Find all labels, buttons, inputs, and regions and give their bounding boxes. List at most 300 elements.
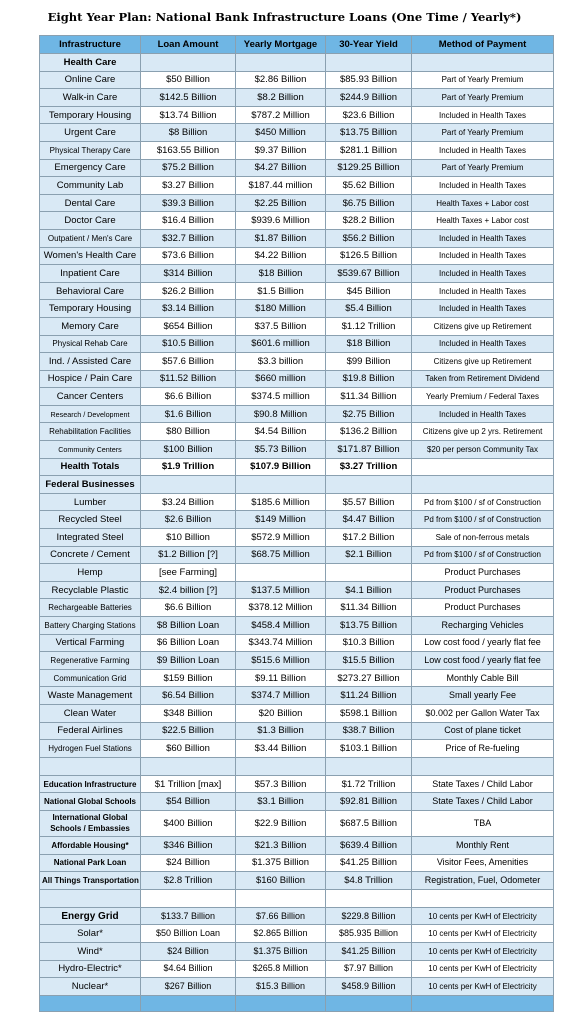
cell-infrastructure: Rechargeable Batteries bbox=[40, 599, 141, 617]
cell-yearly-mortgage bbox=[236, 889, 326, 907]
table-row bbox=[40, 810, 554, 836]
cell-infrastructure: Community Lab bbox=[40, 177, 141, 195]
cell-yearly-mortgage: $15.3 Billion bbox=[236, 978, 326, 996]
column-header-loan-amount: Loan Amount bbox=[141, 36, 236, 54]
cell-loan-amount: $314 Billion bbox=[141, 265, 236, 283]
table-row bbox=[40, 978, 554, 996]
cell-payment-method: 10 cents per KwH of Electricity bbox=[412, 978, 554, 996]
cell-payment-method: Low cost food / yearly flat fee bbox=[412, 652, 554, 670]
cell-payment-method: Visitor Fees, Amenities bbox=[412, 854, 554, 872]
table-row bbox=[40, 907, 554, 925]
cell-loan-amount bbox=[141, 54, 236, 72]
column-header-yield-30yr: 30-Year Yield bbox=[326, 36, 412, 54]
cell-yield-30yr: $4.8 Trillion bbox=[326, 872, 412, 890]
column-header-payment-method: Method of Payment bbox=[412, 36, 554, 54]
cell-yield-30yr: $103.1 Billion bbox=[326, 740, 412, 758]
cell-yearly-mortgage: $57.3 Billion bbox=[236, 775, 326, 793]
table-row bbox=[40, 335, 554, 353]
cell-infrastructure: Federal Businesses bbox=[40, 476, 141, 494]
cell-payment-method: Low cost food / yearly flat fee bbox=[412, 634, 554, 652]
cell-loan-amount: $3.27 Billion bbox=[141, 177, 236, 195]
cell-loan-amount: $6.54 Billion bbox=[141, 687, 236, 705]
cell-loan-amount: $163.55 Billion bbox=[141, 141, 236, 159]
cell-yield-30yr: $38.7 Billion bbox=[326, 722, 412, 740]
cell-loan-amount bbox=[141, 476, 236, 494]
cell-yearly-mortgage: $20 Billion bbox=[236, 704, 326, 722]
cell-payment-method: Included in Health Taxes bbox=[412, 229, 554, 247]
cell-loan-amount: $8 Billion bbox=[141, 124, 236, 142]
cell-yearly-mortgage: $1.87 Billion bbox=[236, 229, 326, 247]
cell-payment-method bbox=[412, 476, 554, 494]
cell-infrastructure: National Park Loan bbox=[40, 854, 141, 872]
cell-yearly-mortgage: $187.44 million bbox=[236, 177, 326, 195]
cell-payment-method: Included in Health Taxes bbox=[412, 282, 554, 300]
cell-payment-method: Recharging Vehicles bbox=[412, 617, 554, 635]
cell-payment-method: 10 cents per KwH of Electricity bbox=[412, 960, 554, 978]
cell-yield-30yr: $18 Billion bbox=[326, 335, 412, 353]
cell-payment-method: Citizens give up Retirement bbox=[412, 353, 554, 371]
cell-yield-30yr: $2.75 Billion bbox=[326, 405, 412, 423]
cell-loan-amount: $1.9 Trillion bbox=[141, 458, 236, 476]
cell-payment-method: State Taxes / Child Labor bbox=[412, 775, 554, 793]
cell-loan-amount bbox=[141, 757, 236, 775]
cell-infrastructure bbox=[40, 757, 141, 775]
cell-infrastructure: Energy Grid bbox=[40, 907, 141, 925]
table-row bbox=[40, 71, 554, 89]
cell-infrastructure: Walk-in Care bbox=[40, 89, 141, 107]
table-row bbox=[40, 458, 554, 476]
table-row bbox=[40, 669, 554, 687]
table-row bbox=[40, 775, 554, 793]
cell-yearly-mortgage: $265.8 Million bbox=[236, 960, 326, 978]
cell-payment-method: State Taxes / Child Labor bbox=[412, 793, 554, 811]
cell-payment-method: Included in Health Taxes bbox=[412, 177, 554, 195]
cell-yield-30yr: $56.2 Billion bbox=[326, 229, 412, 247]
cell-yearly-mortgage: $37.5 Billion bbox=[236, 317, 326, 335]
table-row bbox=[40, 265, 554, 283]
cell-infrastructure: Integrated Steel bbox=[40, 529, 141, 547]
table-row bbox=[40, 405, 554, 423]
cell-infrastructure: Dental Care bbox=[40, 194, 141, 212]
cell-payment-method bbox=[412, 54, 554, 72]
cell-yearly-mortgage: $343.74 Million bbox=[236, 634, 326, 652]
cell-payment-method: Pd from $100 / sf of Construction bbox=[412, 546, 554, 564]
cell-yield-30yr: $281.1 Billion bbox=[326, 141, 412, 159]
cell-yearly-mortgage: $185.6 Million bbox=[236, 493, 326, 511]
cell-yearly-mortgage: $2.86 Billion bbox=[236, 71, 326, 89]
cell-infrastructure: Communication Grid bbox=[40, 669, 141, 687]
cell-infrastructure: Health Care bbox=[40, 54, 141, 72]
cell-yield-30yr: $99 Billion bbox=[326, 353, 412, 371]
spacer-row bbox=[40, 757, 554, 775]
column-header-yearly-mortgage: Yearly Mortgage bbox=[236, 36, 326, 54]
cell-infrastructure: Research / Development bbox=[40, 405, 141, 423]
table-row bbox=[40, 687, 554, 705]
cell-infrastructure: Recycled Steel bbox=[40, 511, 141, 529]
cell-infrastructure: Behavioral Care bbox=[40, 282, 141, 300]
table-row bbox=[40, 300, 554, 318]
cell-yield-30yr: $92.81 Billion bbox=[326, 793, 412, 811]
table-row bbox=[40, 177, 554, 195]
cell-yield-30yr: $136.2 Billion bbox=[326, 423, 412, 441]
cell-infrastructure: Rehabilitation Facilities bbox=[40, 423, 141, 441]
cell-infrastructure: Hydrogen Fuel Stations bbox=[40, 740, 141, 758]
cell-yearly-mortgage: $7.66 Billion bbox=[236, 907, 326, 925]
cell-loan-amount: $6.6 Billion bbox=[141, 388, 236, 406]
cell-loan-amount: $3.24 Billion bbox=[141, 493, 236, 511]
cell-loan-amount: $159 Billion bbox=[141, 669, 236, 687]
cell-yield-30yr: $4.47 Billion bbox=[326, 511, 412, 529]
cell-infrastructure: Urgent Care bbox=[40, 124, 141, 142]
cell-payment-method: Part of Yearly Premium bbox=[412, 71, 554, 89]
cell-payment-method: Registration, Fuel, Odometer bbox=[412, 872, 554, 890]
cell-loan-amount: $6.6 Billion bbox=[141, 599, 236, 617]
cell-yield-30yr bbox=[326, 889, 412, 907]
cell-yearly-mortgage: $9.11 Billion bbox=[236, 669, 326, 687]
cell-payment-method: Part of Yearly Premium bbox=[412, 159, 554, 177]
cell-payment-method: 10 cents per KwH of Electricity bbox=[412, 907, 554, 925]
cell-loan-amount: $2.8 Trillion bbox=[141, 872, 236, 890]
cell-yield-30yr: $13.75 Billion bbox=[326, 617, 412, 635]
table-row bbox=[40, 194, 554, 212]
cell-loan-amount: $346 Billion bbox=[141, 836, 236, 854]
cell-yearly-mortgage: $787.2 Million bbox=[236, 106, 326, 124]
page-title: Eight Year Plan: National Bank Infrastructure Loans (One Time / Yearly*) bbox=[47, 10, 522, 24]
cell-payment-method: Included in Health Taxes bbox=[412, 300, 554, 318]
table-row bbox=[40, 247, 554, 265]
table-row bbox=[40, 564, 554, 582]
cell-yearly-mortgage: $4.27 Billion bbox=[236, 159, 326, 177]
cell-yearly-mortgage: $378.12 Million bbox=[236, 599, 326, 617]
cell-payment-method: Part of Yearly Premium bbox=[412, 89, 554, 107]
cell-yearly-mortgage: $21.3 Billion bbox=[236, 836, 326, 854]
cell-infrastructure: Affordable Housing* bbox=[40, 836, 141, 854]
cell-yield-30yr: $41.25 Billion bbox=[326, 854, 412, 872]
table-row bbox=[40, 854, 554, 872]
table-row bbox=[40, 793, 554, 811]
cell-loan-amount: $39.3 Billion bbox=[141, 194, 236, 212]
cell-payment-method: Price of Re-fueling bbox=[412, 740, 554, 758]
table-row bbox=[40, 388, 554, 406]
cell-yearly-mortgage: $160 Billion bbox=[236, 872, 326, 890]
cell-payment-method: Included in Health Taxes bbox=[412, 141, 554, 159]
cell-yearly-mortgage: $1.3 Billion bbox=[236, 722, 326, 740]
cell-infrastructure bbox=[40, 995, 141, 1011]
cell-yearly-mortgage: $1.5 Billion bbox=[236, 282, 326, 300]
cell-payment-method: TBA bbox=[412, 810, 554, 836]
cell-yearly-mortgage: $374.5 million bbox=[236, 388, 326, 406]
cell-yearly-mortgage bbox=[236, 564, 326, 582]
cell-yield-30yr: $5.62 Billion bbox=[326, 177, 412, 195]
cell-loan-amount: $26.2 Billion bbox=[141, 282, 236, 300]
cell-payment-method: Taken from Retirement Dividend bbox=[412, 370, 554, 388]
loan-table bbox=[39, 35, 554, 1012]
table-row bbox=[40, 441, 554, 459]
cell-yield-30yr: $10.3 Billion bbox=[326, 634, 412, 652]
cell-loan-amount: $32.7 Billion bbox=[141, 229, 236, 247]
cell-infrastructure: Wind* bbox=[40, 942, 141, 960]
cell-payment-method bbox=[412, 995, 554, 1011]
cell-yearly-mortgage: $22.9 Billion bbox=[236, 810, 326, 836]
cell-loan-amount: $142.5 Billion bbox=[141, 89, 236, 107]
table-row bbox=[40, 282, 554, 300]
cell-payment-method: Included in Health Taxes bbox=[412, 106, 554, 124]
cell-infrastructure: Education Infrastructure bbox=[40, 775, 141, 793]
table-row bbox=[40, 511, 554, 529]
cell-payment-method bbox=[412, 757, 554, 775]
cell-infrastructure: Women's Health Care bbox=[40, 247, 141, 265]
cell-infrastructure: Temporary Housing bbox=[40, 300, 141, 318]
cell-infrastructure: Waste Management bbox=[40, 687, 141, 705]
cell-yield-30yr: $45 Billion bbox=[326, 282, 412, 300]
cell-payment-method: $0.002 per Gallon Water Tax bbox=[412, 704, 554, 722]
cell-yearly-mortgage: $180 Million bbox=[236, 300, 326, 318]
cell-yearly-mortgage: $4.22 Billion bbox=[236, 247, 326, 265]
cell-yield-30yr: $598.1 Billion bbox=[326, 704, 412, 722]
cell-yearly-mortgage: $107.9 Billion bbox=[236, 458, 326, 476]
cell-infrastructure: Solar* bbox=[40, 925, 141, 943]
table-row bbox=[40, 722, 554, 740]
cell-yearly-mortgage: $601.6 million bbox=[236, 335, 326, 353]
cell-yield-30yr: $5.4 Billion bbox=[326, 300, 412, 318]
cell-infrastructure: Regenerative Farming bbox=[40, 652, 141, 670]
cell-yield-30yr: $7.97 Billion bbox=[326, 960, 412, 978]
table-row bbox=[40, 159, 554, 177]
cell-infrastructure: All Things Transportation bbox=[40, 872, 141, 890]
cell-payment-method bbox=[412, 889, 554, 907]
cell-loan-amount: $13.74 Billion bbox=[141, 106, 236, 124]
cell-payment-method: 10 cents per KwH of Electricity bbox=[412, 925, 554, 943]
cell-infrastructure: Hydro-Electric* bbox=[40, 960, 141, 978]
cell-payment-method: Pd from $100 / sf of Construction bbox=[412, 493, 554, 511]
cell-payment-method: Yearly Premium / Federal Taxes bbox=[412, 388, 554, 406]
cell-yearly-mortgage bbox=[236, 995, 326, 1011]
cell-yearly-mortgage: $137.5 Million bbox=[236, 581, 326, 599]
cell-loan-amount: $8 Billion Loan bbox=[141, 617, 236, 635]
cell-yield-30yr: $129.25 Billion bbox=[326, 159, 412, 177]
cell-payment-method: Citizens give up Retirement bbox=[412, 317, 554, 335]
cell-infrastructure: Memory Care bbox=[40, 317, 141, 335]
cell-yearly-mortgage: $3.44 Billion bbox=[236, 740, 326, 758]
table-row bbox=[40, 960, 554, 978]
cell-yield-30yr bbox=[326, 995, 412, 1011]
cell-yearly-mortgage: $374.7 Million bbox=[236, 687, 326, 705]
column-header-infrastructure: Infrastructure bbox=[40, 36, 141, 54]
table-row bbox=[40, 212, 554, 230]
cell-payment-method: Health Taxes + Labor cost bbox=[412, 212, 554, 230]
cell-yield-30yr: $2.1 Billion bbox=[326, 546, 412, 564]
cell-yearly-mortgage bbox=[236, 476, 326, 494]
cell-infrastructure: Community Centers bbox=[40, 441, 141, 459]
cell-loan-amount: $75.2 Billion bbox=[141, 159, 236, 177]
cell-infrastructure bbox=[40, 889, 141, 907]
table-row bbox=[40, 229, 554, 247]
cell-yield-30yr: $5.57 Billion bbox=[326, 493, 412, 511]
table-row bbox=[40, 546, 554, 564]
cell-infrastructure: Inpatient Care bbox=[40, 265, 141, 283]
table-row bbox=[40, 740, 554, 758]
cell-yield-30yr: $4.1 Billion bbox=[326, 581, 412, 599]
cell-yearly-mortgage: $458.4 Million bbox=[236, 617, 326, 635]
cell-yield-30yr: $687.5 Billion bbox=[326, 810, 412, 836]
cell-yearly-mortgage bbox=[236, 54, 326, 72]
cell-infrastructure: Hospice / Pain Care bbox=[40, 370, 141, 388]
cell-loan-amount: $9 Billion Loan bbox=[141, 652, 236, 670]
spacer-row bbox=[40, 889, 554, 907]
cell-yearly-mortgage: $5.73 Billion bbox=[236, 441, 326, 459]
cell-loan-amount: $54 Billion bbox=[141, 793, 236, 811]
cell-yearly-mortgage: $3.1 Billion bbox=[236, 793, 326, 811]
cell-yearly-mortgage: $8.2 Billion bbox=[236, 89, 326, 107]
table-row bbox=[40, 942, 554, 960]
cell-yearly-mortgage: $18 Billion bbox=[236, 265, 326, 283]
table-row bbox=[40, 493, 554, 511]
cell-loan-amount: $60 Billion bbox=[141, 740, 236, 758]
cell-yield-30yr bbox=[326, 757, 412, 775]
table-row bbox=[40, 370, 554, 388]
cell-yearly-mortgage: $572.9 Million bbox=[236, 529, 326, 547]
cell-infrastructure: Recyclable Plastic bbox=[40, 581, 141, 599]
cell-yearly-mortgage: $2.25 Billion bbox=[236, 194, 326, 212]
cell-loan-amount: $400 Billion bbox=[141, 810, 236, 836]
cell-yield-30yr: $273.27 Billion bbox=[326, 669, 412, 687]
cell-yearly-mortgage: $68.75 Million bbox=[236, 546, 326, 564]
cell-payment-method: $20 per person Community Tax bbox=[412, 441, 554, 459]
cell-infrastructure: Cancer Centers bbox=[40, 388, 141, 406]
cell-payment-method: 10 cents per KwH of Electricity bbox=[412, 942, 554, 960]
cell-loan-amount: $73.6 Billion bbox=[141, 247, 236, 265]
table-row bbox=[40, 54, 554, 72]
table-row bbox=[40, 423, 554, 441]
cell-loan-amount: $348 Billion bbox=[141, 704, 236, 722]
cell-loan-amount: $24 Billion bbox=[141, 942, 236, 960]
cell-payment-method: Pd from $100 / sf of Construction bbox=[412, 511, 554, 529]
cell-loan-amount: [see Farming] bbox=[141, 564, 236, 582]
cell-yearly-mortgage: $9.37 Billion bbox=[236, 141, 326, 159]
cell-infrastructure: Battery Charging Stations bbox=[40, 617, 141, 635]
cell-yield-30yr: $19.8 Billion bbox=[326, 370, 412, 388]
cell-loan-amount: $133.7 Billion bbox=[141, 907, 236, 925]
cell-infrastructure: Concrete / Cement bbox=[40, 546, 141, 564]
cell-loan-amount: $267 Billion bbox=[141, 978, 236, 996]
cell-loan-amount: $11.52 Billion bbox=[141, 370, 236, 388]
table-row bbox=[40, 836, 554, 854]
cell-loan-amount: $80 Billion bbox=[141, 423, 236, 441]
cell-yield-30yr: $6.75 Billion bbox=[326, 194, 412, 212]
table-row bbox=[40, 89, 554, 107]
table-row bbox=[40, 317, 554, 335]
table-footer-row bbox=[40, 995, 554, 1011]
cell-loan-amount: $57.6 Billion bbox=[141, 353, 236, 371]
cell-payment-method: Included in Health Taxes bbox=[412, 247, 554, 265]
table-row bbox=[40, 353, 554, 371]
cell-infrastructure: Ind. / Assisted Care bbox=[40, 353, 141, 371]
table-row bbox=[40, 581, 554, 599]
cell-yield-30yr: $229.8 Billion bbox=[326, 907, 412, 925]
cell-yield-30yr: $244.9 Billion bbox=[326, 89, 412, 107]
cell-loan-amount: $1.2 Billion [?] bbox=[141, 546, 236, 564]
cell-payment-method: Cost of plane ticket bbox=[412, 722, 554, 740]
cell-infrastructure: Clean Water bbox=[40, 704, 141, 722]
cell-loan-amount: $1 Trillion [max] bbox=[141, 775, 236, 793]
cell-yield-30yr bbox=[326, 564, 412, 582]
cell-yield-30yr: $85.93 Billion bbox=[326, 71, 412, 89]
table-row bbox=[40, 925, 554, 943]
cell-yearly-mortgage: $1.375 Billion bbox=[236, 854, 326, 872]
cell-payment-method: Part of Yearly Premium bbox=[412, 124, 554, 142]
cell-infrastructure: Lumber bbox=[40, 493, 141, 511]
table-row bbox=[40, 529, 554, 547]
cell-loan-amount bbox=[141, 889, 236, 907]
cell-yearly-mortgage: $939.6 Million bbox=[236, 212, 326, 230]
cell-payment-method: Product Purchases bbox=[412, 564, 554, 582]
cell-yearly-mortgage: $4.54 Billion bbox=[236, 423, 326, 441]
cell-yield-30yr: $126.5 Billion bbox=[326, 247, 412, 265]
cell-infrastructure: Online Care bbox=[40, 71, 141, 89]
cell-yield-30yr: $539.67 Billion bbox=[326, 265, 412, 283]
cell-yield-30yr bbox=[326, 476, 412, 494]
cell-payment-method: Product Purchases bbox=[412, 599, 554, 617]
cell-yield-30yr: $3.27 Trillion bbox=[326, 458, 412, 476]
cell-yearly-mortgage: $450 Million bbox=[236, 124, 326, 142]
cell-yearly-mortgage: $149 Million bbox=[236, 511, 326, 529]
cell-loan-amount: $24 Billion bbox=[141, 854, 236, 872]
cell-yearly-mortgage: $2.865 Billion bbox=[236, 925, 326, 943]
table-row bbox=[40, 141, 554, 159]
cell-yield-30yr: $639.4 Billion bbox=[326, 836, 412, 854]
cell-yield-30yr: $23.6 Billion bbox=[326, 106, 412, 124]
table-row bbox=[40, 476, 554, 494]
cell-yield-30yr: $17.2 Billion bbox=[326, 529, 412, 547]
cell-payment-method bbox=[412, 458, 554, 476]
table-row bbox=[40, 872, 554, 890]
cell-payment-method: Monthly Rent bbox=[412, 836, 554, 854]
table-row bbox=[40, 599, 554, 617]
cell-yield-30yr: $11.34 Billion bbox=[326, 388, 412, 406]
cell-loan-amount: $100 Billion bbox=[141, 441, 236, 459]
cell-loan-amount: $6 Billion Loan bbox=[141, 634, 236, 652]
cell-yield-30yr: $15.5 Billion bbox=[326, 652, 412, 670]
cell-yearly-mortgage: $1.375 Billion bbox=[236, 942, 326, 960]
table-row bbox=[40, 124, 554, 142]
cell-payment-method: Included in Health Taxes bbox=[412, 405, 554, 423]
cell-payment-method: Health Taxes + Labor cost bbox=[412, 194, 554, 212]
cell-yearly-mortgage: $3.3 billion bbox=[236, 353, 326, 371]
cell-loan-amount: $4.64 Billion bbox=[141, 960, 236, 978]
cell-yield-30yr: $28.2 Billion bbox=[326, 212, 412, 230]
cell-infrastructure: Physical Rehab Care bbox=[40, 335, 141, 353]
cell-infrastructure: Doctor Care bbox=[40, 212, 141, 230]
table-row bbox=[40, 634, 554, 652]
cell-loan-amount: $50 Billion Loan bbox=[141, 925, 236, 943]
cell-infrastructure: Health Totals bbox=[40, 458, 141, 476]
cell-infrastructure: Emergency Care bbox=[40, 159, 141, 177]
cell-infrastructure: National Global Schools bbox=[40, 793, 141, 811]
cell-payment-method: Product Purchases bbox=[412, 581, 554, 599]
cell-loan-amount: $10 Billion bbox=[141, 529, 236, 547]
cell-loan-amount: $654 Billion bbox=[141, 317, 236, 335]
cell-yield-30yr: $13.75 Billion bbox=[326, 124, 412, 142]
cell-yield-30yr: $1.72 Trillion bbox=[326, 775, 412, 793]
cell-loan-amount: $16.4 Billion bbox=[141, 212, 236, 230]
cell-infrastructure: Federal Airlines bbox=[40, 722, 141, 740]
cell-loan-amount: $10.5 Billion bbox=[141, 335, 236, 353]
table-row bbox=[40, 617, 554, 635]
cell-yield-30yr: $11.34 Billion bbox=[326, 599, 412, 617]
cell-loan-amount: $22.5 Billion bbox=[141, 722, 236, 740]
cell-yield-30yr: $171.87 Billion bbox=[326, 441, 412, 459]
cell-payment-method: Citizens give up 2 yrs. Retirement bbox=[412, 423, 554, 441]
